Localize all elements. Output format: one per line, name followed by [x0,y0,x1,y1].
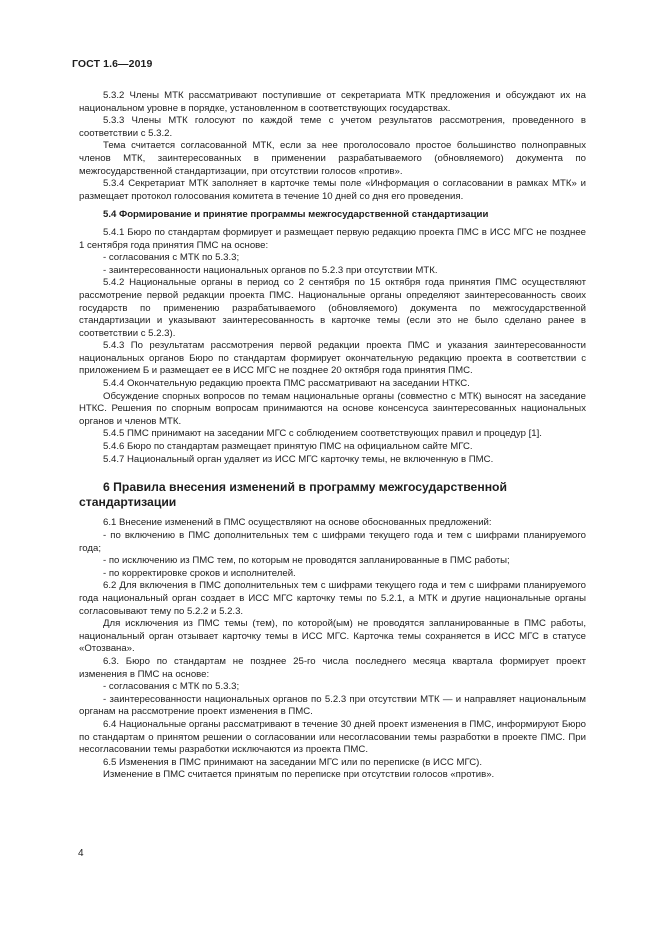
list-item: - заинтересованности национальных органов по 5.2.3 при отсутствии МТК — и направляет национальным органам на рассмотрение проект изменения в ПМС. [79,693,586,718]
paragraph-5-4-1: 5.4.1 Бюро по стандартам формирует и размещает первую редакцию проекта ПМС в ИСС МГС не позднее 1 сентября года принятия ПМС на основе: [79,226,586,251]
paragraph-5-3-2: 5.3.2 Члены МТК рассматривают поступившие от секретариата МТК предложения и обсуждают их на национальном уровне в порядке, установленном в соответствующих государствах. [79,90,586,114]
paragraph-5-3-4: 5.3.4 Секретариат МТК заполняет в карточке темы поле «Информация о согласовании в рамках МТК» и размещает протокол голосования комитета в течение 10 дней со дня его проведения. [79,178,586,202]
paragraph-6-5: 6.5 Изменения в ПМС принимают на заседании МГС или по переписке (в ИСС МГС). [103,756,483,768]
list-item: - согласования с МТК по 5.3.3; [103,681,240,693]
document-body [79,90,586,782]
list-item: - согласования с МТК по 5.3.3; [103,252,240,264]
list-item: - заинтересованности национальных органов по 5.2.3 при отсутствии МТК. [103,264,438,276]
paragraph-disputes: Обсуждение спорных вопросов по темам национальные органы (совместно с МТК) выносят на заседание НТКС. Решения по спорным вопросам принимаются на основе консенсуса заинтересованных национальных органов и членов МТК. [79,390,586,427]
page-number: 4 [78,848,84,859]
paragraph-5-4-4: 5.4.4 Окончательную редакцию проекта ПМС рассматривают на заседании НТКС. [103,378,470,390]
paragraph-5-4-6: 5.4.6 Бюро по стандартам размещает принятую ПМС на официальном сайте МГС. [103,441,473,453]
paragraph-topic-agreed: Тема считается согласованной МТК, если за нее проголосовало простое большинство полноправных членов МТК, заинтересованных в применении разрабатываемого (обновляемого) документа по межгосударственной стандартизации, при отсутствии голосов «против». [79,140,586,177]
paragraph-exclusion: Для исключения из ПМС темы (тем), по которой(ым) не проводятся запланированные в ПМС работы, национальный орган отзывает карточку темы в ИСС МГС. Карточка темы сохраняется в ИСС МГС в статусе «Отозвана». [79,618,586,655]
paragraph-change-accepted: Изменение в ПМС считается принятым по переписке при отсутствии голосов «против». [103,769,495,781]
document-header: ГОСТ 1.6—2019 [72,58,153,70]
paragraph-6-4: 6.4 Национальные органы рассматривают в течение 30 дней проект изменения в ПМС, информируют Бюро по стандартам о принятом решении о согласовании или несогласовании темы разработки в проекте ПМС. При несогласовании темы разработки исключаются из проекта ПМС. [79,718,586,756]
paragraph-5-4-7: 5.4.7 Национальный орган удаляет из ИСС МГС карточку темы, не включенную в ПМС. [103,453,494,465]
paragraph-5-4-2: 5.4.2 Национальные органы в период со 2 сентября по 15 октября года принятия ПМС осуществляют рассмотрение первой редакции проекта ПМС. Национальные органы определяют заинтересованность своих государств по применению разрабатываемого (обновляемого) документа по межгосударственной стандартизации и указывают заинтересованность в карточке темы (если это не было сделано ранее в соответствии с 5.2.3). [79,277,586,339]
paragraph-5-4-3: 5.4.3 По результатам рассмотрения первой редакции проекта ПМС и указания заинтересованности национальных органов Бюро по стандартам формирует окончательную редакцию проекта в соответствии с приложением Б и размещает ее в ИСС МГС не позднее 20 октября года принятия ПМС. [79,340,586,377]
list-item: - по включению в ПМС дополнительных тем с шифрами текущего года и тем с шифрами планируемого года; [79,530,586,554]
paragraph-6-3: 6.3. Бюро по стандартам не позднее 25-го числа последнего месяца квартала формирует проект изменения в ПМС на основе: [79,655,586,680]
paragraph-5-4-5: 5.4.5 ПМС принимают на заседании МГС с соблюдением соответствующих правил и процедур [1]. [103,428,542,440]
section-title-6: 6 Правила внесения изменений в программу межгосударственной стандартизации [79,480,507,509]
paragraph-6-1: 6.1 Внесение изменений в ПМС осуществляют на основе обоснованных предложений: [103,517,492,529]
subsection-title-5-4: 5.4 Формирование и принятие программы межгосударственной стандартизации [103,209,489,221]
list-item: - по исключению из ПМС тем, по которым не проводятся запланированные в ПМС работы; [103,555,510,567]
list-item: - по корректировке сроков и исполнителей. [103,567,296,579]
paragraph-6-2: 6.2 Для включения в ПМС дополнительных тем с шифрами текущего года и тем с шифрами планируемого года национальный орган создает в ИСС МГС карточку темы по 5.2.1, а МТК и другие национальные органы согласовывают тему по 5.2.2 и 5.2.3. [79,580,586,617]
paragraph-5-3-3: 5.3.3 Члены МТК голосуют по каждой теме с учетом результатов рассмотрения, проведенного в соответствии с 5.3.2. [79,115,586,139]
